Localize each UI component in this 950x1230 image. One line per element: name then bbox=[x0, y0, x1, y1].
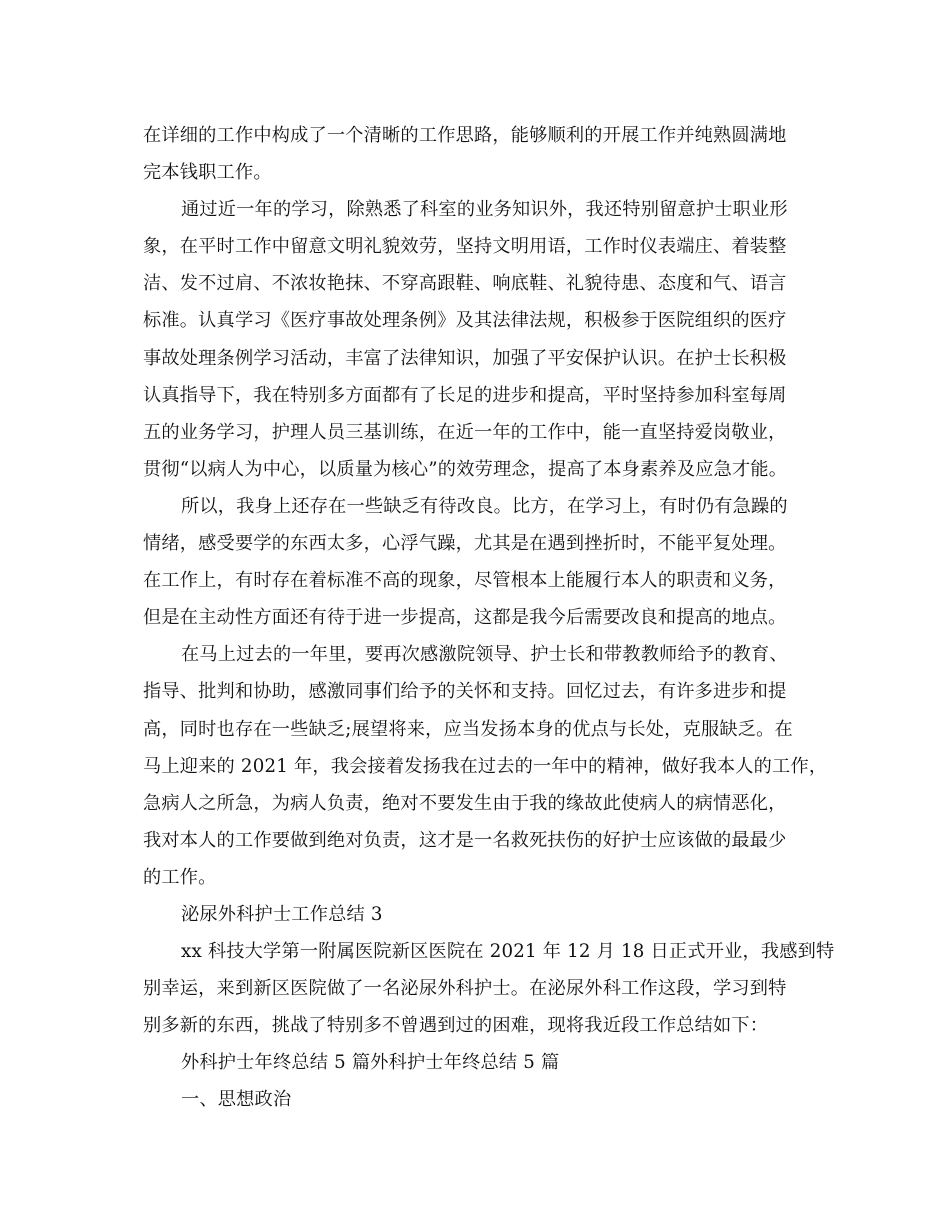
text-line: 泌尿外科护士工作总结 3 bbox=[181, 903, 383, 925]
text-line: 所以，我身上还存在一些缺乏有待改良。比方，在学习上，有时仍有急躁的 bbox=[181, 495, 788, 517]
text-line: 的工作。 bbox=[143, 866, 217, 888]
text-line: 别多新的东西，挑战了特别多不曾遇到过的困难，现将我近段工作总结如下： bbox=[143, 1015, 769, 1037]
text-line: 外科护士年终总结 5 篇外科护士年终总结 5 篇 bbox=[181, 1052, 560, 1074]
text-line: 我对本人的工作要做到绝对负责，这才是一名救死扶伤的好护士应该做的最最少 bbox=[143, 829, 787, 851]
text-line: 认真指导下，我在特别多方面都有了长足的进步和提高，平时坚持参加科室每周 bbox=[143, 384, 787, 406]
text-line: 但是在主动性方面还有待于进一步提高，这都是我今后需要改良和提高的地点。 bbox=[143, 607, 787, 629]
text-line: 别幸运，来到新区医院做了一名泌尿外科护士。在泌尿外科工作这段，学习到特 bbox=[143, 978, 787, 1000]
text-line: 在马上过去的一年里，要再次感激院领导、护士长和带教教师给予的教育、 bbox=[181, 644, 788, 666]
text-line: 急病人之所急，为病人负责，绝对不要发生由于我的缘故此使病人的病情恶化， bbox=[143, 792, 787, 814]
text-line: 在工作上，有时存在着标准不高的现象，尽管根本上能履行本人的职责和义务， bbox=[143, 570, 787, 592]
text-line: 完本钱职工作。 bbox=[143, 162, 272, 184]
document-body bbox=[143, 117, 835, 1119]
text-line: 在详细的工作中构成了一个清晰的工作思路，能够顺利的开展工作并纯熟圆满地 bbox=[143, 125, 787, 146]
text-line: 指导、批判和协助，感激同事们给予的关怀和支持。回忆过去，有许多进步和提 bbox=[143, 681, 787, 703]
text-line: 马上迎来的 2021 年，我会接着发扬我在过去的一年中的精神，做好我本人的工作， bbox=[143, 755, 828, 777]
text-line: 情绪，感受要学的东西太多，心浮气躁，尤其是在遇到挫折时，不能平复处理。 bbox=[143, 533, 787, 555]
text-line: 五的业务学习，护理人员三基训练，在近一年的工作中，能一直坚持爱岗敬业， bbox=[143, 421, 787, 443]
text-line: 事故处理条例学习活动，丰富了法律知识，加强了平安保护认识。在护士长积极 bbox=[143, 347, 787, 369]
text-line: 洁、发不过肩、不浓妆艳抹、不穿高跟鞋、响底鞋、礼貌待患、态度和气、语言 bbox=[143, 273, 787, 295]
text-line: 一、思想政治 bbox=[181, 1089, 292, 1111]
text-line: 象，在平时工作中留意文明礼貌效劳，坚持文明用语，工作时仪表端庄、着装整 bbox=[143, 236, 787, 258]
text-line: 标准。认真学习《医疗事故处理条例》及其法律法规，积极参于医院组织的医疗 bbox=[143, 310, 787, 332]
text-line: 通过近一年的学习，除熟悉了科室的业务知识外，我还特别留意护士职业形 bbox=[181, 199, 788, 221]
text-line: 高，同时也存在一些缺乏;展望将来，应当发扬本身的优点与长处，克服缺乏。在 bbox=[143, 718, 793, 740]
text-line: xx 科技大学第一附属医院新区医院在 2021 年 12 月 18 日正式开业，我感到特 bbox=[181, 941, 835, 963]
text-line: 贯彻“以病人为中心，以质量为核心”的效劳理念，提高了本身素养及应急才能。 bbox=[143, 458, 788, 480]
